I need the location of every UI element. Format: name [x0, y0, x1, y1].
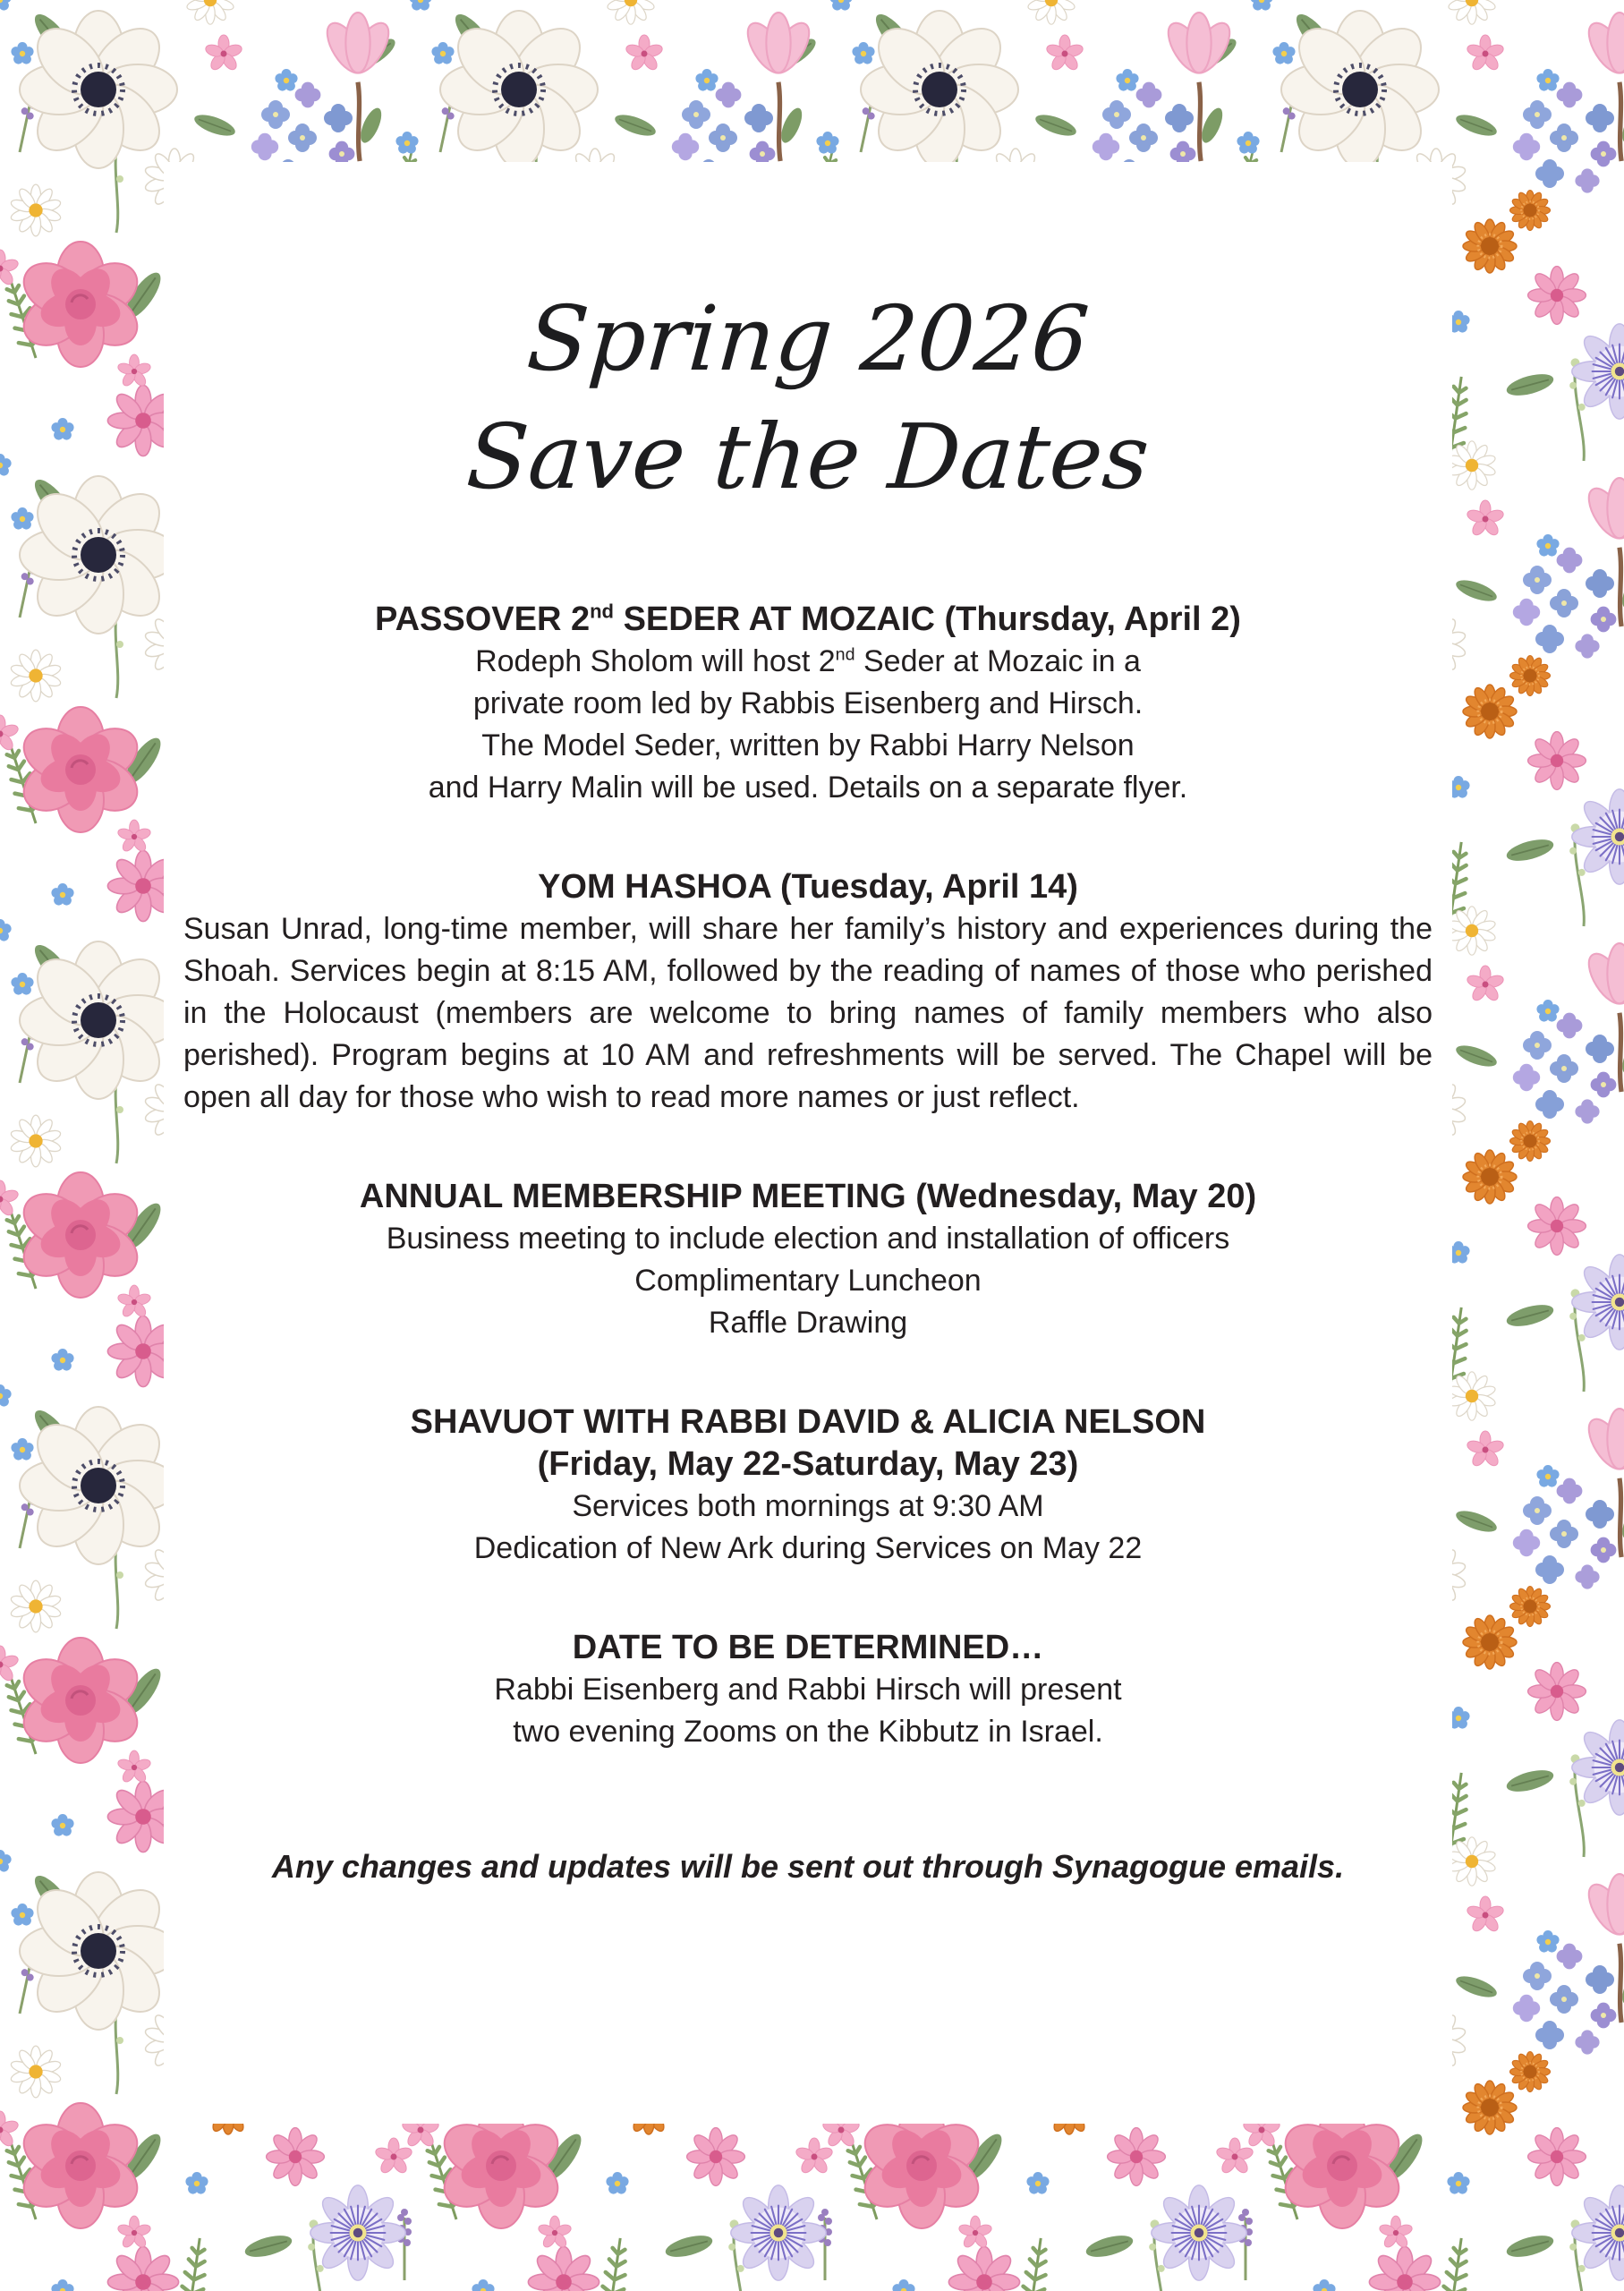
passover-line-2: private room led by Rabbis Eisenberg and Hirsch.: [472, 686, 1144, 720]
section-shavuot: [183, 1401, 1433, 1570]
content-panel: [164, 162, 1452, 2124]
shavuot-line-1: Services both mornings at 9:30 AM: [572, 1489, 1044, 1523]
shavuot-heading-line-2: (Friday, May 22-Saturday, May 23): [537, 1445, 1079, 1483]
date-tbd-line-2: two evening Zooms on the Kibbutz in Israel.: [513, 1715, 1103, 1749]
shavuot-heading-line-1: SHAVUOT WITH RABBI DAVID & ALICIA NELSON: [410, 1403, 1206, 1441]
annual-meeting-line-3: Raffle Drawing: [708, 1306, 908, 1340]
annual-meeting-heading: ANNUAL MEMBERSHIP MEETING (Wednesday, May 20): [359, 1178, 1257, 1215]
passover-line-1-pre: Rodeph Sholom will host 2: [475, 644, 836, 678]
passover-line-1-post: Seder at Mozaic in a: [855, 644, 1141, 678]
passover-line-1: [183, 641, 1433, 683]
passover-line-3: The Model Seder, written by Rabbi Harry Nelson: [481, 728, 1135, 762]
footer-note: Any changes and updates will be sent out through Synagogue emails.: [271, 1848, 1345, 1885]
passover-heading-pre: PASSOVER 2: [375, 600, 591, 638]
date-tbd-line-1: Rabbi Eisenberg and Rabbi Hirsch will present: [494, 1673, 1122, 1707]
section-annual-meeting: [183, 1176, 1433, 1344]
section-date-tbd: [183, 1627, 1433, 1753]
date-tbd-heading: DATE TO BE DETERMINED…: [572, 1629, 1044, 1666]
title-line-2: Save the Dates: [463, 405, 1152, 509]
title-line-1: Spring 2026: [523, 286, 1093, 391]
passover-line-4: and Harry Malin will be used. Details on a separate flyer.: [428, 771, 1188, 805]
annual-meeting-line-1: Business meeting to include election and installation of officers: [386, 1222, 1230, 1256]
yom-hashoa-paragraph: Susan Unrad, long-time member, will share her family’s history and experiences during the Shoah. Services begin at 8:15 AM, followed by the reading of names of those who perished in the Holocaust (members are welcome to bring names of family members who also perished). Program begins at 10 AM and refreshments will be served. The Chapel will be open all day for those who wish to read more names or just reflect.: [183, 912, 1433, 1114]
passover-heading: [183, 599, 1433, 641]
yom-hashoa-heading: YOM HASHOA (Tuesday, April 14): [538, 868, 1078, 906]
page-title: [183, 280, 1433, 516]
shavuot-line-2: Dedication of New Ark during Services on May 22: [473, 1531, 1143, 1565]
section-passover: [183, 599, 1433, 809]
passover-line-1-sup: nd: [835, 644, 855, 665]
section-yom-hashoa: [183, 866, 1433, 1119]
passover-heading-post: SEDER AT MOZAIC (Thursday, April 2): [614, 600, 1241, 638]
passover-heading-sup: nd: [590, 600, 615, 623]
annual-meeting-line-2: Complimentary Luncheon: [634, 1264, 982, 1298]
